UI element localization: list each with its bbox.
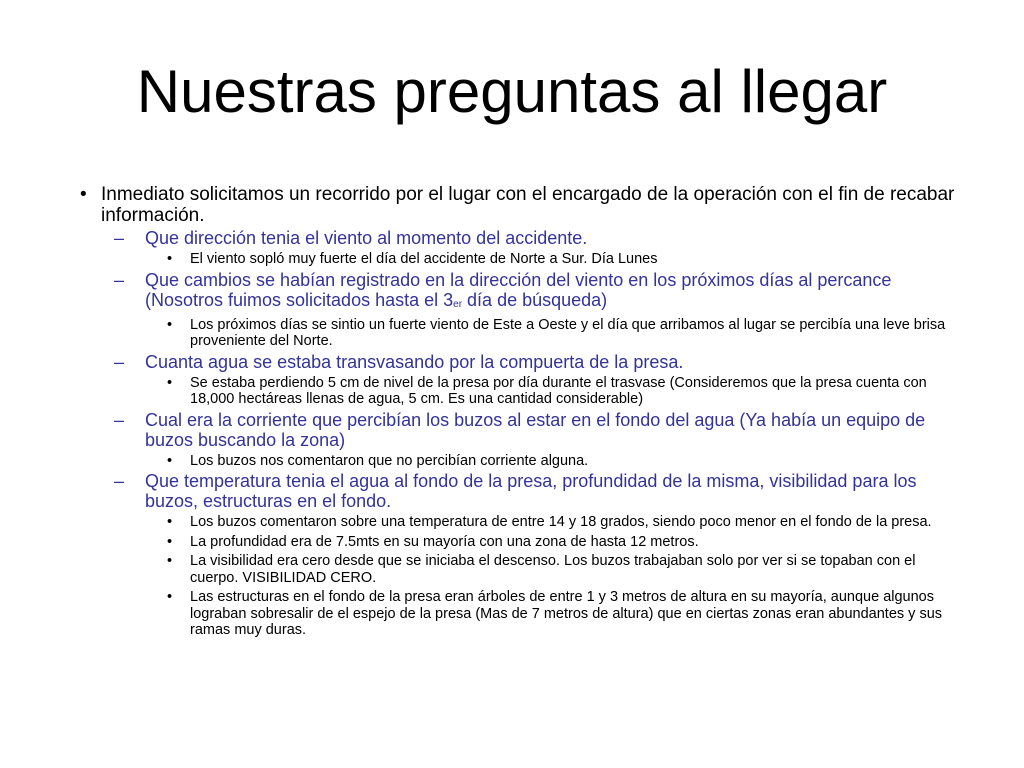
bullet-marker: • — [167, 589, 173, 605]
question-water-transfer — [80, 352, 960, 372]
answer-item — [80, 589, 960, 639]
answer-item — [80, 375, 960, 408]
bullet-marker: • — [167, 452, 173, 469]
answer-text: El viento sopló muy fuerte el día del accidente de Norte a Sur. Día Lunes — [190, 251, 658, 267]
bullet-marker: • — [80, 184, 87, 205]
question-text: Cual era la corriente que percibían los buzos al estar en el fondo del agua (Ya había un equipo de buzos buscando la zona) — [145, 409, 926, 450]
answer-text: Se estaba perdiendo 5 cm de nivel de la presa por día durante el trasvase (Consideremos que la presa cuenta con 18,000 hectáreas llenas de agua, 5 cm. Es una cantidad considerable) — [190, 374, 927, 407]
slide-body — [80, 184, 960, 639]
answer-text: Los próximos días se sintio un fuerte viento de Este a Oeste y el día que arribamos al lugar se percibía una leve brisa proveniente del Norte. — [190, 316, 946, 349]
dash-marker: – — [114, 228, 125, 248]
answer-text: Las estructuras en el fondo de la presa eran árboles de entre 1 y 3 metros de altura en su mayoría, aunque algunos lograban sobresalir de el espejo de la presa (Mas de 7 metros de altura) que en ciertas zonas eran abundantes y sus ramas muy duras. — [190, 589, 943, 638]
bullet-intro-text: Inmediato solicitamos un recorrido por el lugar con el encargado de la operación con el fin de recabar información. — [101, 184, 955, 226]
answer-item — [80, 317, 960, 350]
dash-marker: – — [114, 351, 125, 372]
answer-text: Los buzos nos comentaron que no percibían corriente alguna. — [190, 452, 589, 469]
answer-item — [80, 534, 960, 551]
answer-item — [80, 453, 960, 470]
bullet-marker: • — [167, 533, 173, 550]
question-text: Que temperatura tenia el agua al fondo de la presa, profundidad de la misma, visibilidad para los buzos, estructuras en el fondo. — [145, 471, 917, 511]
answer-text: La profundidad era de 7.5mts en su mayoría con una zona de hasta 12 metros. — [190, 533, 699, 550]
bullet-marker: • — [167, 251, 173, 267]
question-wind-direction — [80, 228, 960, 248]
dash-marker: – — [114, 471, 125, 491]
bullet-marker: • — [167, 374, 173, 391]
answer-text: La visibilidad era cero desde que se iniciaba el descenso. Los buzos trabajaban solo por ver si se topaban con el cuerpo. VISIBILIDAD CERO. — [190, 553, 916, 586]
bullet-intro — [80, 184, 960, 226]
answer-item — [80, 251, 960, 268]
question-wind-changes — [80, 270, 960, 314]
bullet-marker: • — [167, 553, 173, 569]
answer-text: Los buzos comentaron sobre una temperatura de entre 14 y 18 grados, siendo poco menor en el fondo de la presa. — [190, 514, 932, 530]
bullet-marker: • — [167, 316, 173, 333]
answer-item — [80, 553, 960, 586]
slide-title: Nuestras preguntas al llegar — [136, 58, 888, 125]
question-text: Cuanta agua se estaba transvasando por la compuerta de la presa. — [145, 351, 684, 372]
question-text: Que dirección tenia el viento al momento del accidente. — [145, 228, 588, 248]
question-temperature-depth — [80, 471, 960, 511]
dash-marker: – — [114, 409, 125, 430]
question-current — [80, 410, 960, 450]
question-text-after: día de búsqueda) — [462, 289, 608, 310]
bullet-marker: • — [167, 514, 173, 530]
dash-marker: – — [114, 269, 125, 290]
ordinal-superscript: er — [453, 298, 463, 310]
question-text-before: Que cambios se habían registrado en la dirección del viento en los próximos días al percance (Nosotros fuimos solicitados hasta el 3 — [145, 269, 892, 310]
answer-item — [80, 514, 960, 531]
